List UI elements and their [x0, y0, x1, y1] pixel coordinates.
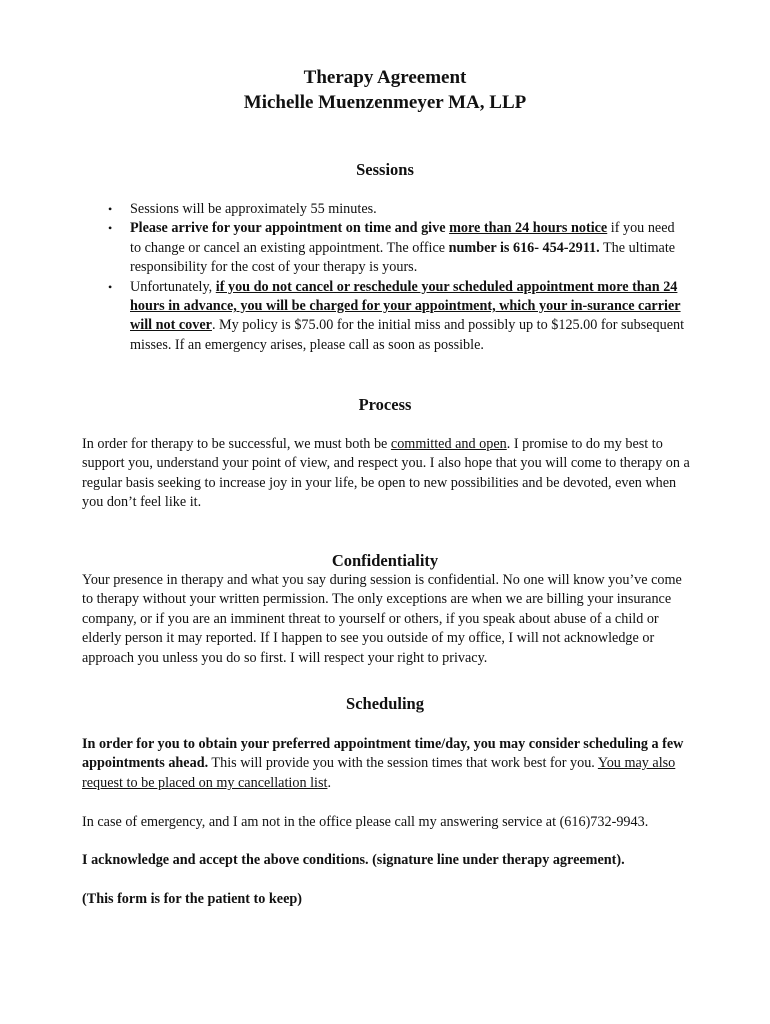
session-length-text: Sessions will be approximately 55 minutes. — [130, 201, 377, 217]
list-item — [108, 278, 688, 356]
notice-emphasis: more than 24 hours notice — [449, 220, 608, 237]
document-subtitle: Michelle Muenzenmeyer MA, LLP — [243, 92, 527, 113]
period: . — [327, 774, 331, 791]
process-text-end: . I promise to do my best to support you, understand your point of view, and respect you. I also hope that you will come to therapy on a regular basis seeking to increase joy in your life, be open to new possibilities and be devoted, even when you don’t feel like it. — [82, 436, 690, 511]
document-title: Therapy Agreement — [303, 67, 467, 88]
bullet-icon: • — [108, 221, 113, 236]
confidentiality-heading: Confidentiality — [331, 551, 439, 570]
emergency-paragraph: In case of emergency, and I am not in the office please call my answering service at (616)732-9943. — [82, 814, 649, 830]
process-paragraph — [82, 435, 692, 513]
confidentiality-paragraph: Your presence in therapy and what you say during session is confidential. No one will know you’ve come to therapy without your written permission. The only exceptions are when we are billing your insurance company, or if you are an imminent threat to yourself or others, if you speak about abuse of a child or elderly person it may reported. If I happen to see you outside of my office, I will not acknowledge or approach you unless you do so first. I will respect your right to privacy. — [82, 572, 682, 666]
scheduling-bold-text: In order for you to obtain your preferred appointment time/day, you may consider scheduling a few appointments ahead. — [82, 736, 684, 772]
bullet-icon: • — [108, 202, 113, 216]
bullet-icon: • — [108, 279, 113, 294]
scheduling-heading: Scheduling — [346, 694, 424, 713]
unfortunately-text: Unfortunately, — [130, 278, 216, 295]
list-item — [108, 219, 688, 277]
process-text-start: In order for therapy to be successful, we must both be — [82, 436, 391, 452]
committed-open-emphasis: committed and open — [390, 436, 507, 452]
scheduling-paragraph — [82, 735, 692, 793]
sessions-list — [108, 200, 688, 355]
arrive-on-time-text: Please arrive for your appointment on time and give — [130, 220, 450, 237]
acknowledgement-text: I acknowledge and accept the above conditions. (signature line under therapy agreement). — [82, 852, 625, 868]
missed-appointment-emphasis: if you do not cancel or reschedule your scheduled appointment more than 24 hours in advance, you will be charged for your appointment, which your in-surance carrier will not cover — [130, 278, 681, 334]
process-heading: Process — [358, 395, 412, 414]
scheduling-text: This will provide you with the session times that work best for you. — [208, 755, 595, 772]
sessions-heading: Sessions — [356, 160, 414, 179]
cancel-text: if you need to change or cancel an existing appointment. The office — [130, 220, 675, 256]
cancellation-list-text: You may also request to be placed on my cancellation list — [82, 755, 676, 791]
policy-text: . My policy is $75.00 for the initial miss and possibly up to $125.00 for subsequent misses. If an emergency arises, please call as soon as possible. — [130, 317, 685, 353]
patient-copy-note: (This form is for the patient to keep) — [82, 891, 303, 907]
list-item — [108, 200, 688, 219]
office-phone-text: number is 616- 454-2911. — [448, 239, 600, 256]
responsibility-text: The ultimate responsibility for the cost of your therapy is yours. — [130, 239, 676, 276]
